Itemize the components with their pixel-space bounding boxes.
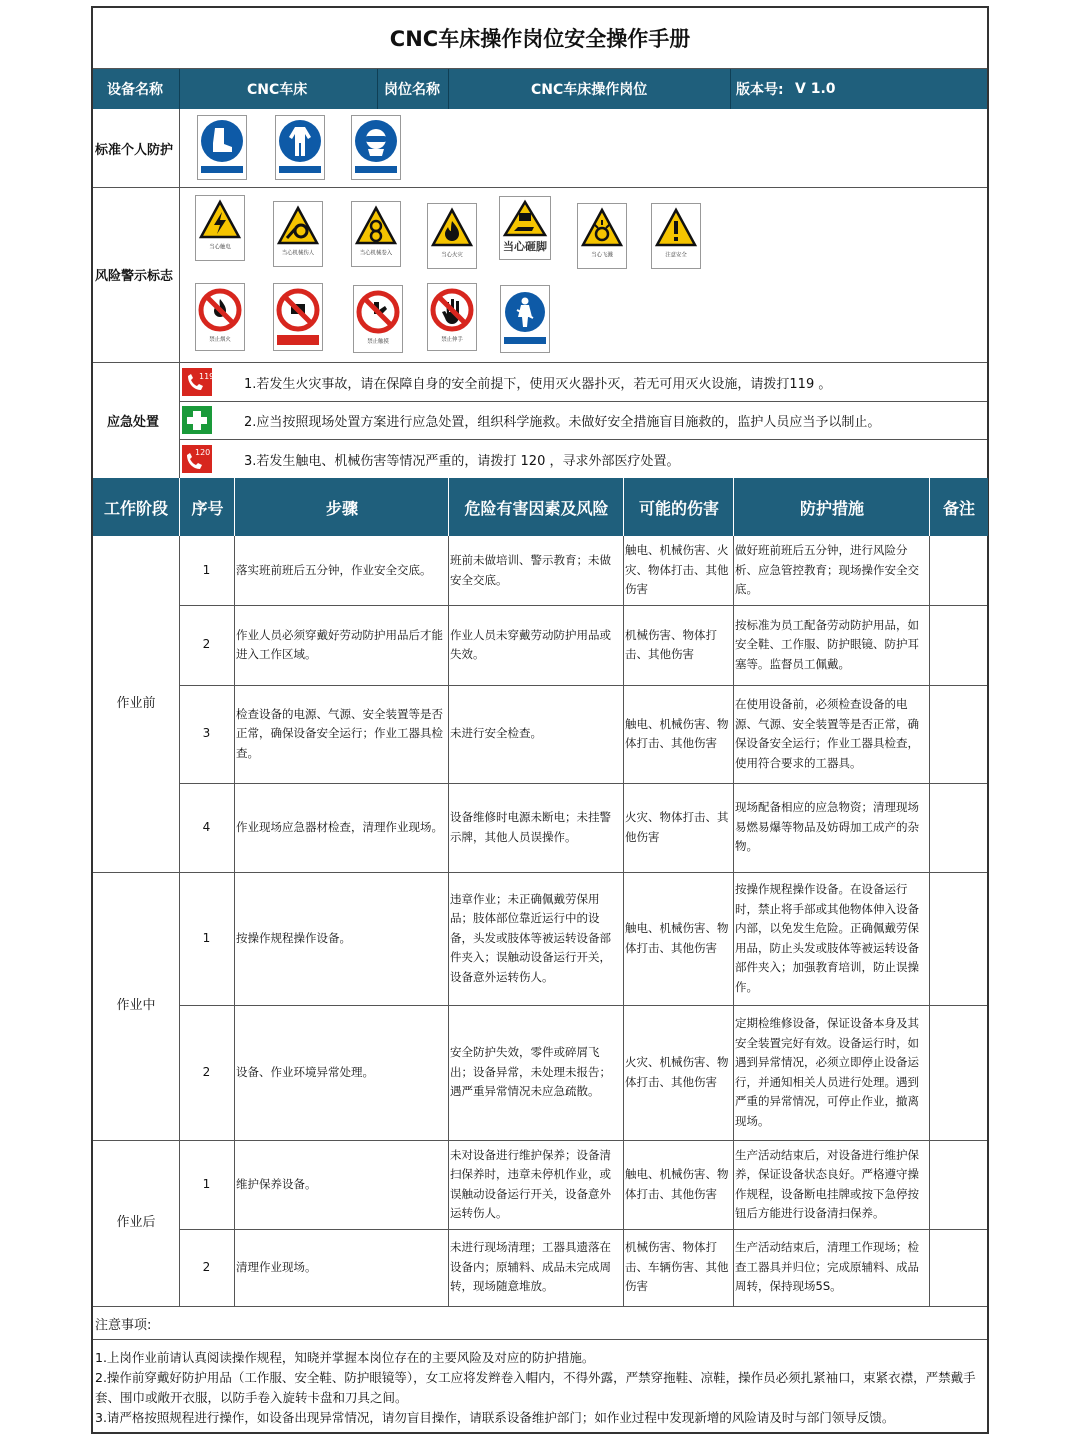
table-row-step: 落实班前班后五分钟，作业安全交底。 — [236, 562, 432, 577]
table-row-injury: 机械伤害、物体打击、其他伤害 — [625, 627, 717, 661]
table-row-no: 2 — [202, 1259, 211, 1274]
fire-phone-119-icon — [182, 368, 215, 396]
work-clothes-icon — [278, 119, 322, 163]
table-row-measure: 生产活动结束后，清理工作现场；检查工器具并归位；完成原辅料、成品周转，保持现场5S。 — [735, 1240, 919, 1294]
no-open-flame-sign: 禁止烟火 — [195, 283, 245, 351]
table-row-hazard: 作业人员未穿戴劳动防护用品或失效。 — [450, 627, 611, 661]
foot-crush-warning-icon — [503, 200, 547, 238]
table-row-injury: 火灾、物体打击、其他伤害 — [625, 810, 729, 844]
table-row-measure: 按标准为员工配备劳动防护用品，如安全鞋、工作服、防护眼镜、防护耳塞等。监督员工佩戴。 — [735, 617, 919, 671]
col-header-measure: 防护措施 — [733, 478, 930, 536]
entanglement-warning-icon — [355, 206, 397, 246]
mechanical-injury-warning-icon — [277, 206, 319, 246]
table-row-step: 按操作规程操作设备。 — [236, 930, 351, 945]
table-row-measure: 现场配备相应的应急物资；清理现场易燃易爆等物品及妨碍加工成产的杂物。 — [735, 800, 919, 854]
safety-boots-sign — [197, 115, 247, 180]
table-row-hazard: 未对设备进行维护保养；设备清扫保养时，违章未停机作业，或误触动设备运行开关，设备意外运转伤人。 — [450, 1147, 611, 1220]
table-row-step: 设备、作业环境异常处理。 — [236, 1064, 374, 1079]
table-row-step: 作业现场应急器材检查，清理作业现场。 — [236, 819, 443, 834]
page-title: CNC车床操作岗位安全操作手册 — [93, 8, 987, 69]
table-row-injury: 触电、机械伤害、物体打击、其他伤害 — [625, 921, 729, 955]
work-clothes-sign — [275, 115, 325, 180]
post-name-value: CNC车床操作岗位 — [531, 69, 647, 109]
safety-boots-icon — [200, 119, 244, 163]
table-row-injury: 触电、机械伤害、物体打击、其他伤害 — [625, 1167, 729, 1201]
safety-goggles-sign — [351, 115, 401, 180]
table-row-no: 1 — [202, 562, 211, 577]
table-row-hazard: 安全防护失效，零件或碎屑飞出；设备异常，未处理未报告；遇严重异常情况未应急疏散。 — [450, 1045, 611, 1099]
col-header-hazard: 危险有害因素及风险 — [448, 478, 624, 536]
no-touch-sign: 禁止触摸 — [353, 285, 403, 353]
safety-manual-sheet — [91, 6, 989, 1434]
post-name-label: 岗位名称 — [384, 69, 440, 109]
emergency-item-2 — [180, 401, 880, 439]
fire-warning-sign: 当心火灾 — [427, 203, 477, 269]
table-row-no: 1 — [202, 1176, 211, 1191]
table-row-measure: 在使用设备前，必须检查设备的电源、气源、安全装置等是否正常，确保设备安全运行；作业工器具检查，使用符合要求的工器具。 — [735, 697, 919, 770]
stage-during: 作业中 — [116, 998, 156, 1014]
flying-debris-warning-sign: 当心飞溅 — [577, 203, 627, 269]
stage-before: 作业前 — [116, 696, 156, 712]
table-row-measure: 做好班前班后五分钟，进行风险分析、应急管控教育；现场操作安全交底。 — [735, 543, 919, 597]
no-gloves-icon — [276, 288, 320, 332]
safety-goggles-icon — [354, 119, 398, 163]
electric-shock-warning-icon — [199, 200, 241, 240]
table-row-step: 清理作业现场。 — [236, 1259, 317, 1274]
table-row-injury: 机械伤害、物体打击、车辆伤害、其他伤害 — [625, 1240, 729, 1294]
col-header-injury: 可能的伤害 — [623, 478, 734, 536]
table-row-hazard: 未进行安全检查。 — [450, 726, 542, 741]
electric-shock-warning-sign: 当心触电 — [195, 195, 245, 261]
col-header-step: 步骤 — [234, 478, 449, 536]
foot-crush-warning-sign: 当心砸脚 — [499, 196, 551, 260]
no-hand-sign: 禁止伸手 — [427, 283, 477, 351]
table-row-hazard: 班前未做培训、警示教育；未做安全交底。 — [450, 553, 611, 587]
table-row-measure: 按操作规程操作设备。在设备运行时，禁止将手部或其他物体伸入设备内部，以免发生危险。正确佩戴劳保用品，防止头发或肢体等被运转设备部件夹入；加强教育培训，防止误操作。 — [735, 882, 919, 994]
table-row-hazard: 未进行现场清理；工器具遗落在设备内；原辅料、成品未完成周转，现场随意堆放。 — [450, 1240, 611, 1294]
table-row-step: 维护保养设备。 — [236, 1176, 317, 1191]
note-item-1: 1.上岗作业前请认真阅读操作规程，知晓并掌握本岗位存在的主要风险及对应的防护措施。 — [95, 1350, 595, 1365]
col-header-stage: 工作阶段 — [93, 478, 179, 536]
no-gloves-sign — [273, 283, 323, 351]
table-row-injury: 火灾、机械伤害、物体打击、其他伤害 — [625, 1055, 729, 1089]
device-name-value: CNC车床 — [247, 69, 307, 109]
wear-safety-belt-icon — [503, 290, 547, 334]
notes-title: 注意事项: — [95, 1318, 152, 1333]
table-row-no: 2 — [202, 637, 211, 652]
table-row-measure: 生产活动结束后，对设备进行维护保养，保证设备状态良好。严格遵守操作规程，设备断电挂牌或按下急停按钮后方能进行设备清扫保养。 — [735, 1147, 919, 1220]
notes-list — [95, 1348, 983, 1428]
mechanical-injury-warning-sign: 当心机械伤人 — [273, 201, 323, 267]
table-row-no: 2 — [202, 1064, 211, 1079]
table-row-injury: 触电、机械伤害、物体打击、其他伤害 — [625, 716, 729, 750]
emergency-label: 应急处置 — [107, 414, 160, 430]
ppe-label: 标准个人防护 — [95, 142, 174, 158]
emergency-item-1 — [180, 363, 831, 401]
entanglement-warning-sign: 当心机械卷入 — [351, 201, 401, 267]
wear-safety-belt-sign — [500, 285, 550, 353]
emergency-text-2: 2.应当按照现场处置方案进行应急处置，组织科学施救。未做好安全措施盲目施救的，监护人员应当予以制止。 — [244, 414, 881, 430]
device-name-label: 设备名称 — [107, 69, 163, 109]
table-row-hazard: 违章作业；未正确佩戴劳保用品；肢体部位靠近运行中的设备，头发或肢体等被运转设备部件夹入；误触动设备运行开关，设备意外运转伤人。 — [450, 891, 611, 984]
table-row-hazard: 设备维修时电源未断电；未挂警示牌，其他人员误操作。 — [450, 810, 611, 844]
table-row-no: 4 — [202, 819, 211, 834]
col-header-remark: 备注 — [929, 478, 988, 536]
stage-after: 作业后 — [116, 1215, 156, 1231]
first-aid-cross-icon — [182, 406, 212, 434]
flying-debris-warning-icon — [581, 208, 623, 248]
emergency-item-3 — [180, 440, 679, 478]
general-caution-icon — [655, 208, 697, 248]
note-item-3: 3.请严格按照规程进行操作，如设备出现异常情况，请勿盲目操作，请联系设备维护部门；如作业过程中发现新增的风险请及时与部门领导反馈。 — [95, 1410, 895, 1425]
col-header-no: 序号 — [179, 478, 235, 536]
warnings-label: 风险警示标志 — [95, 269, 174, 284]
ambulance-phone-120-icon — [182, 445, 212, 473]
version-label: 版本号: — [736, 69, 784, 109]
svg-text:120: 120 — [195, 448, 211, 457]
table-row-no: 3 — [202, 726, 211, 741]
general-caution-sign: 注意安全 — [651, 203, 701, 269]
no-hand-icon — [430, 288, 474, 332]
emergency-text-1: 1.若发生火灾事故，请在保障自身的安全前提下，使用灭火器扑灭，若无可用灭火设施，请拨打119 。 — [244, 376, 832, 392]
table-row-no: 1 — [202, 930, 211, 945]
emergency-text-3: 3.若发生触电、机械伤害等情况严重的，请拨打 120 ，寻求外部医疗处置。 — [244, 453, 680, 469]
table-row-injury: 触电、机械伤害、火灾、物体打击、其他伤害 — [625, 543, 729, 597]
svg-text:119: 119 — [199, 372, 215, 381]
version-value: V 1.0 — [795, 69, 836, 109]
no-open-flame-icon — [198, 288, 242, 332]
table-row-measure: 定期检维修设备，保证设备本身及其安全装置完好有效。设备运行时，如遇到异常情况，必须立即停止设备运行，并通知相关人员进行处理。遇到严重的异常情况，可停止作业，撤离现场。 — [735, 1016, 919, 1128]
table-row-step: 检查设备的电源、气源、安全装置等是否正常，确保设备安全运行；作业工器具检查。 — [236, 706, 443, 760]
fire-warning-icon — [431, 208, 473, 248]
table-row-step: 作业人员必须穿戴好劳动防护用品后才能进入工作区域。 — [236, 627, 443, 661]
note-item-2: 2.操作前穿戴好防护用品（工作服、安全鞋、防护眼镜等），女工应将发辫卷入帽内，不得外露，严禁穿拖鞋、凉鞋，操作员必须扎紧袖口，束紧衣襟，严禁戴手套、围巾或敞开衣服，以防手卷入旋转卡盘和刀具之间。 — [95, 1370, 976, 1405]
no-touch-icon — [356, 290, 400, 334]
